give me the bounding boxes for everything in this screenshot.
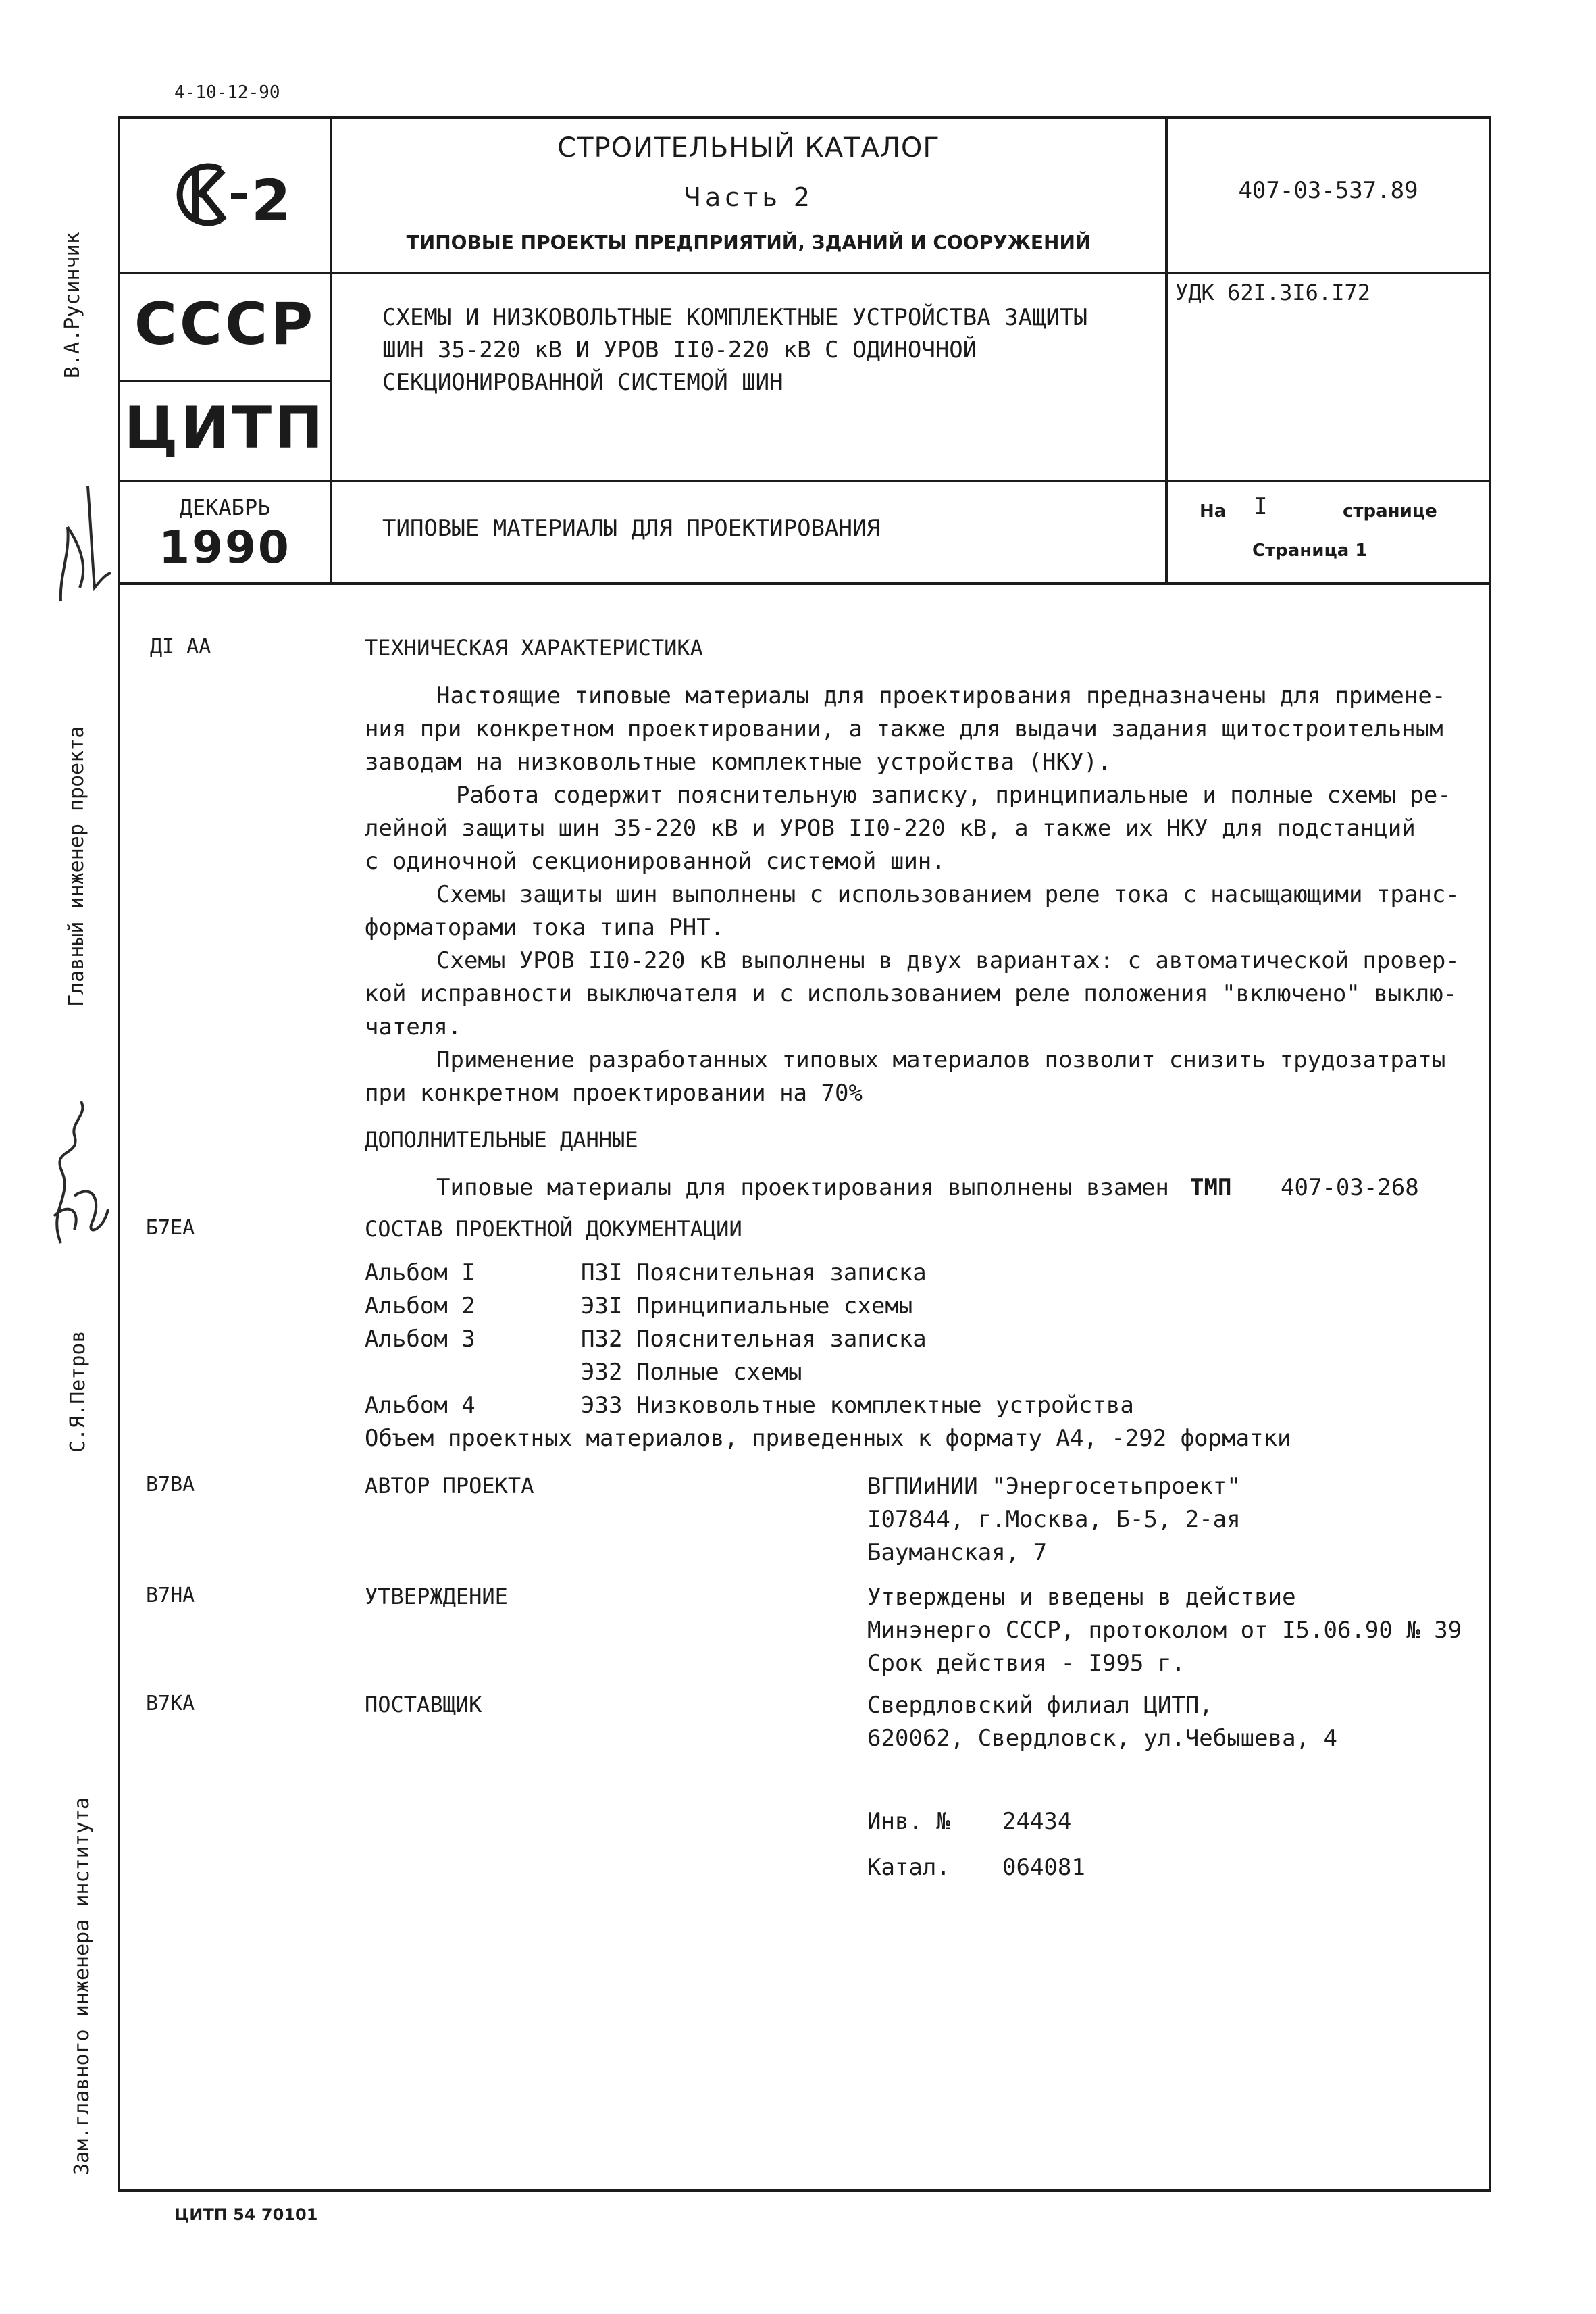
side-label-rusinchik: В.А.Русинчик [61,232,84,378]
side-label-chief-engineer: Главный инженер проекта [65,726,88,1007]
album-row [365,1257,1291,1290]
pages-suffix: странице [1343,501,1437,522]
album-name: Альбом 2 [365,1292,475,1319]
header-rule-2 [118,480,1491,482]
catalog-part-subtitle: ТИПОВЫЕ ПРОЕКТЫ ПРЕДПРИЯТИЙ, ЗДАНИЙ И СООРУЖЕНИЙ [406,231,1091,253]
catalog-number: 064081 [1002,1854,1085,1881]
album-doc: ПЗ2 Пояснительная записка [581,1326,927,1353]
section-code-tech: ДІ АА [150,635,211,659]
inventory-label: Инв. № [867,1808,950,1835]
author-line: ВГПИиНИИ "Энергосетьпроект" [867,1473,1241,1500]
album-name: Альбом 4 [365,1392,475,1419]
org-ussr: СССР [134,291,316,358]
project-number: 407-03-537.89 [1238,177,1418,204]
album-row [365,1323,1291,1356]
catalog-title: СТРОИТЕЛЬНЫЙ КАТАЛОГ [557,132,940,164]
tech-line: Применение разработанных типовых материалов позволит снизить трудозатраты [436,1047,1446,1074]
album-row [365,1290,1291,1323]
approval-line: Срок действия - I995 г. [867,1650,1185,1677]
album-doc: ПЗI Пояснительная записка [581,1259,927,1286]
supplier-line: Свердловский филиал ЦИТП, [867,1692,1213,1719]
title-line-1: СХЕМЫ И НИЗКОВОЛЬТНЫЕ КОМПЛЕКТНЫЕ УСТРОЙСТВА ЗАЩИТЫ [382,304,1087,331]
approval-details [867,1581,1462,1680]
section-code-supplier: В7КА [146,1692,195,1715]
approval-line: Минэнерго СССР, протоколом от I5.06.90 № 39 [867,1617,1462,1644]
tech-line: с одиночной секционированной системой шин. [365,848,946,875]
section-title-tech: ТЕХНИЧЕСКАЯ ХАРАКТЕРИСТИКА [365,635,703,661]
section-title-extra: ДОПОЛНИТЕЛЬНЫЕ ДАННЫЕ [365,1127,638,1153]
album-doc: ЭЗ2 Полные схемы [581,1359,802,1386]
header-rule-3 [118,582,1491,585]
album-doc: ЭЗI Принципиальные схемы [581,1292,913,1319]
supplier-line: 620062, Свердловск, ул.Чебышева, 4 [867,1725,1337,1752]
album-name: Альбом 3 [365,1326,475,1353]
section-title-supplier: ПОСТАВЩИК [365,1692,482,1717]
document-title [382,301,1087,399]
section-title-composition: СОСТАВ ПРОЕКТНОЙ ДОКУМЕНТАЦИИ [365,1216,742,1242]
header-rule-1 [118,272,1491,274]
author-details [867,1470,1241,1569]
section-code-composition: Б7ЕА [146,1216,195,1240]
tech-line: заводам на низковольтные комплектные устройства (НКУ). [365,749,1112,776]
tmp-label: ТМП [1190,1174,1232,1201]
tech-line: лейной защиты шин 35-220 кВ и УРОВ II0-220 кВ, а также их НКУ для подстанций [365,815,1416,842]
catalog-part: Часть 2 [683,182,815,212]
tech-line: Работа содержит пояснительную записку, принципиальные и полные схемы ре- [456,782,1451,809]
album-name: Альбом I [365,1259,475,1286]
album-row [365,1356,1291,1389]
album-row [365,1389,1291,1422]
signature-chief-engineer-icon [34,1095,115,1250]
footer-code: ЦИТП 54 70101 [174,2205,318,2224]
org-citp: ЦИТП [124,395,326,462]
page-label: Страница 1 [1252,540,1368,561]
approval-line: Утверждены и введены в действие [867,1584,1296,1611]
extra-line: Типовые материалы для проектирования выполнены взамен [436,1174,1169,1201]
inventory-number: 24434 [1002,1808,1072,1835]
title-line-2: ШИН 35-220 кВ И УРОВ II0-220 кВ С ОДИНОЧНОЙ [382,336,977,363]
author-line: Бауманская, 7 [867,1539,1048,1566]
release-year: 1990 [159,522,291,574]
tech-line: Схемы УРОВ II0-220 кВ выполнены в двух вариантах: с автоматической провер- [436,947,1460,974]
udk-code: УДК 62I.3I6.I72 [1175,280,1370,305]
tech-paragraphs [365,680,1460,1110]
tmp-number: 407-03-268 [1281,1174,1419,1201]
k2-logo [161,154,296,235]
section-title-author: АВТОР ПРОЕКТА [365,1473,534,1499]
tech-line: ния при конкретном проектировании, а также для выдачи задания щитостроительным [365,715,1443,743]
k-circle-icon [161,154,296,235]
tech-line: Схемы защиты шин выполнены с использованием реле тока с насыщающими транс- [436,881,1460,908]
tech-line: чателя. [365,1013,462,1040]
pages-count: I [1254,493,1268,520]
section-title-approval: УТВЕРЖДЕНИЕ [365,1584,508,1609]
volume-line: Объем проектных материалов, приведенных к формату А4, -292 форматки [365,1425,1291,1452]
signature-rusinchik-icon [41,473,115,608]
pages-prefix: На [1200,501,1227,522]
tech-line: кой исправности выключателя и с использованием реле положения "включено" выклю- [365,980,1458,1007]
tech-line: форматорами тока типа РНТ. [365,914,725,941]
top-code: 4-10-12-90 [174,82,280,103]
supplier-details [867,1689,1337,1755]
section-code-author: В7ВА [146,1473,195,1496]
album-name [365,1356,581,1389]
svg-text:2: 2 [251,168,291,234]
section-code-approval: В7НА [146,1584,195,1607]
title-line-3: СЕКЦИОНИРОВАННОЙ СИСТЕМОЙ ШИН [382,369,783,396]
side-label-petrov: С.Я.Петров [66,1330,90,1453]
material-type: ТИПОВЫЕ МАТЕРИАЛЫ ДЛЯ ПРОЕКТИРОВАНИЯ [382,515,880,542]
release-month: ДЕКАБРЬ [179,495,271,520]
tech-line: Настоящие типовые материалы для проектирования предназначены для примене- [436,682,1446,709]
author-line: I07844, г.Москва, Б-5, 2-ая [867,1506,1241,1533]
album-list [365,1257,1291,1455]
catalog-label: Катал. [867,1854,950,1881]
album-doc: ЭЗЗ Низковольтные комплектные устройства [581,1392,1134,1419]
org-divider [120,380,330,382]
tech-line: при конкретном проектировании на 70% [365,1080,863,1107]
side-label-deputy: Зам.главного инженера института [70,1797,94,2175]
